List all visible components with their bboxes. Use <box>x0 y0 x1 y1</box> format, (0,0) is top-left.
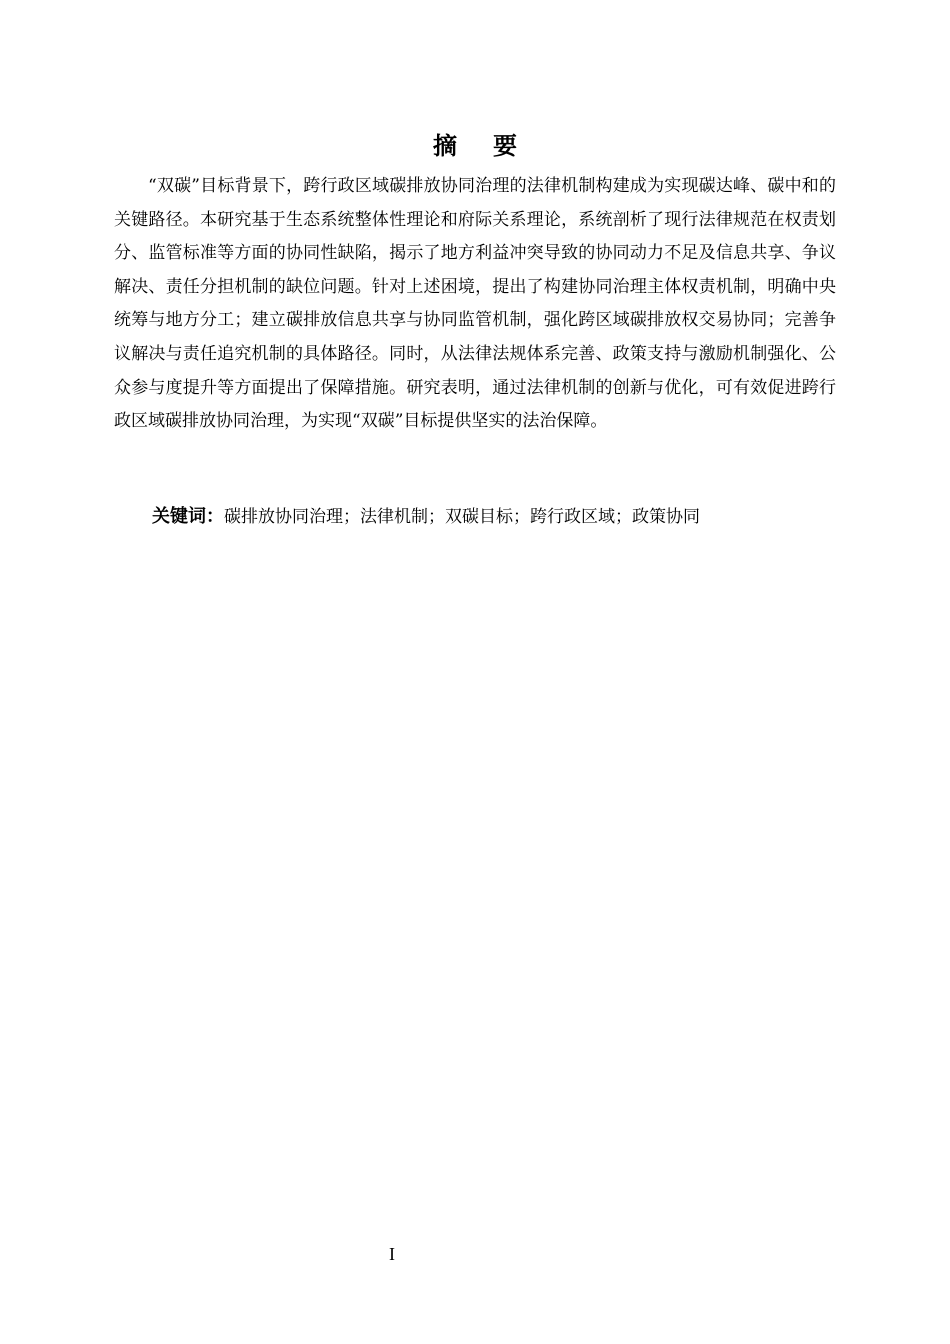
keywords-line <box>152 502 836 532</box>
abstract-title: 摘要 <box>433 132 553 160</box>
abstract-body: “双碳”目标背景下，跨行政区域碳排放协同治理的法律机制构建成为实现碳达峰、碳中和的关键路径。本研究基于生态系统整体性理论和府际关系理论，系统剖析了现行法律规范在权责划分、监管标准等方面的协同性缺陷，揭示了地方利益冲突导致的协同动力不足及信息共享、争议解决、责任分担机制的缺位问题。针对上述困境，提出了构建协同治理主体权责机制，明确中央统筹与地方分工；建立碳排放信息共享与协同监管机制，强化跨区域碳排放权交易协同；完善争议解决与责任追究机制的具体路径。同时，从法律法规体系完善、政策支持与激励机制强化、公众参与度提升等方面提出了保障措施。研究表明，通过法律机制的创新与优化，可有效促进跨行政区域碳排放协同治理，为实现“双碳”目标提供坚实的法治保障。 <box>114 176 836 432</box>
keywords-label: 关键词： <box>152 506 224 527</box>
page-number: I <box>389 1244 395 1264</box>
keywords-text: 碳排放协同治理；法律机制；双碳目标；跨行政区域；政策协同 <box>224 507 700 527</box>
